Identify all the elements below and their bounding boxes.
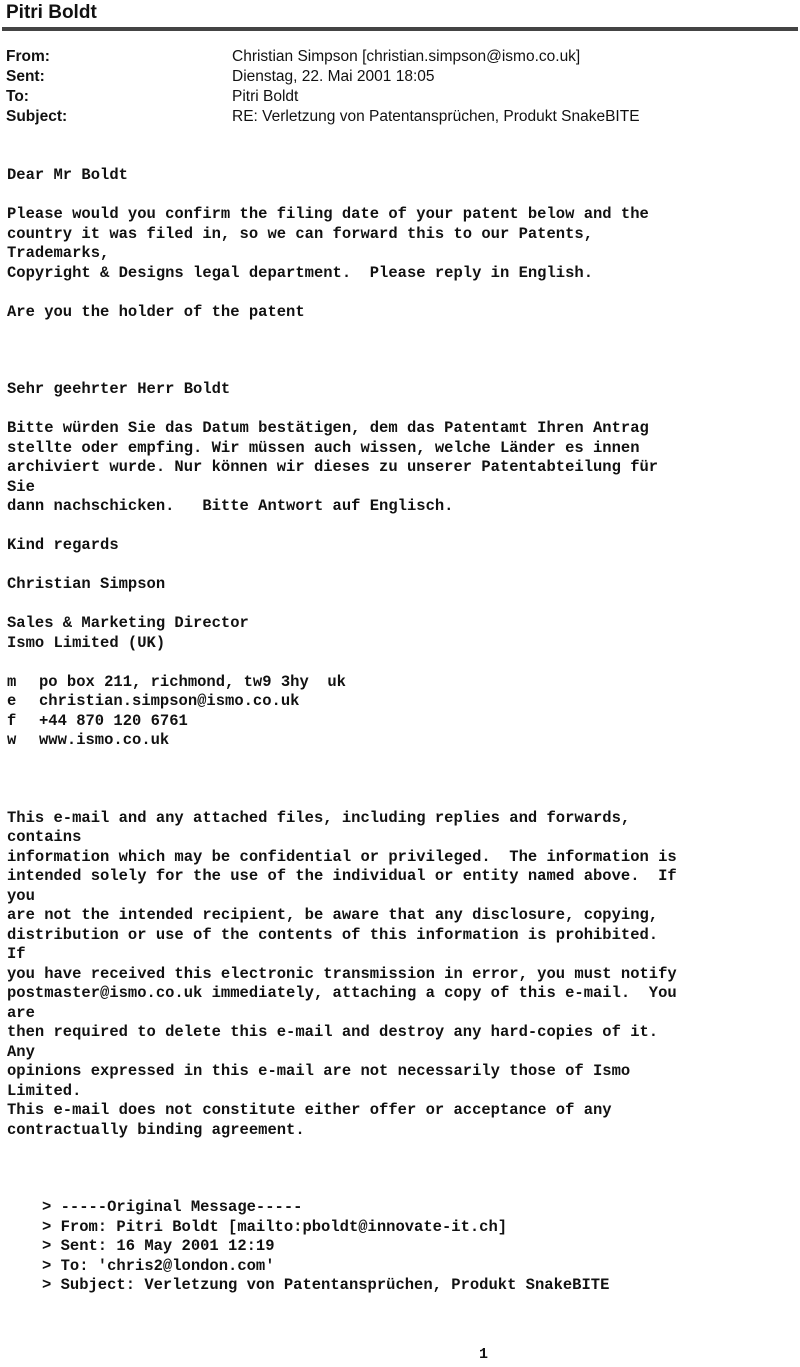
header-row-from	[6, 47, 640, 67]
closing: Kind regards	[7, 536, 119, 554]
original-message	[7, 1198, 799, 1296]
contact-key: f	[7, 711, 17, 730]
contact-key: w	[7, 731, 17, 749]
greeting-english: Dear Mr Boldt	[7, 166, 128, 184]
original-sent: > Sent: 16 May 2001 12:19	[42, 1237, 275, 1255]
greeting-german: Sehr geehrter Herr Boldt	[7, 380, 231, 398]
request-german: Bitte würden Sie das Datum bestätigen, dem das Patentamt Ihren Antrag stellte oder empfing. Wir müssen auch wissen, welche Länder es innen archiviert wurde. Nur können wir dieses zu unserer Patentabteilung für Sie dann nachschicken. Bitte Antwort auf Englisch.	[7, 419, 659, 515]
subject-value: RE: Verletzung von Patentansprüchen, Produkt SnakeBITE	[232, 108, 640, 125]
from-label: From:	[6, 48, 50, 65]
original-from: > From: Pitri Boldt [mailto:pboldt@innovate-it.ch]	[42, 1217, 508, 1236]
contact-key: e	[7, 692, 17, 710]
contact-email: christian.simpson@ismo.co.uk	[39, 692, 300, 710]
signature-name: Christian Simpson	[7, 575, 166, 593]
contact-block	[7, 673, 799, 751]
original-message-separator: > -----Original Message-----	[42, 1198, 303, 1216]
signature-title: Sales & Marketing Director	[7, 614, 249, 632]
sender-name: Pitri Boldt	[6, 2, 97, 23]
contact-row-email	[7, 692, 799, 712]
email-header	[6, 47, 640, 127]
original-to: > To: 'chris2@london.com'	[42, 1256, 275, 1275]
contact-row-web	[7, 731, 799, 751]
contact-row-fax	[7, 712, 799, 732]
sent-value: Dienstag, 22. Mai 2001 18:05	[232, 68, 435, 85]
header-row-to	[6, 87, 640, 107]
original-subject: > Subject: Verletzung von Patentansprüchen, Produkt SnakeBITE	[42, 1276, 610, 1294]
email-body	[7, 166, 799, 1296]
sent-label: Sent:	[6, 68, 45, 85]
contact-row-mail	[7, 673, 799, 693]
to-label: To:	[6, 88, 29, 105]
request-english: Please would you confirm the filing date of your patent below and the country it was filed in, so we can forward this to our Patents, Trademarks, Copyright & Designs legal department. Please reply in English.	[7, 205, 649, 282]
header-row-sent	[6, 67, 640, 87]
from-value: Christian Simpson [christian.simpson@ismo.co.uk]	[232, 48, 581, 65]
contact-key: m	[7, 672, 17, 691]
header-row-subject	[6, 107, 640, 127]
contact-address: po box 211, richmond, tw9 3hy uk	[39, 672, 346, 691]
contact-website: www.ismo.co.uk	[39, 731, 170, 749]
disclaimer: This e-mail and any attached files, including replies and forwards, contains information which may be confidential or privileged. The information is intended solely for the use of the individual or entity named above. If you are not the intended recipient, be aware that any disclosure, copying, distribution or use of the contents of this information is prohibited. If you have received this electronic transmission in error, you must notify postmaster@ismo.co.uk immediately, attaching a copy of this e-mail. You are then required to delete this e-mail and destroy any hard-copies of it. Any opinions expressed in this e-mail are not necessarily those of Ismo Limited. This e-mail does not constitute either offer or acceptance of any contractually binding agreement.	[7, 808, 677, 1139]
page-number: 1	[479, 1346, 489, 1363]
signature-company: Ismo Limited (UK)	[7, 633, 166, 652]
to-value: Pitri Boldt	[232, 88, 299, 105]
contact-fax: +44 870 120 6761	[39, 711, 188, 730]
question-english: Are you the holder of the patent	[7, 302, 305, 321]
header-divider	[2, 27, 798, 31]
subject-label: Subject:	[6, 108, 68, 125]
